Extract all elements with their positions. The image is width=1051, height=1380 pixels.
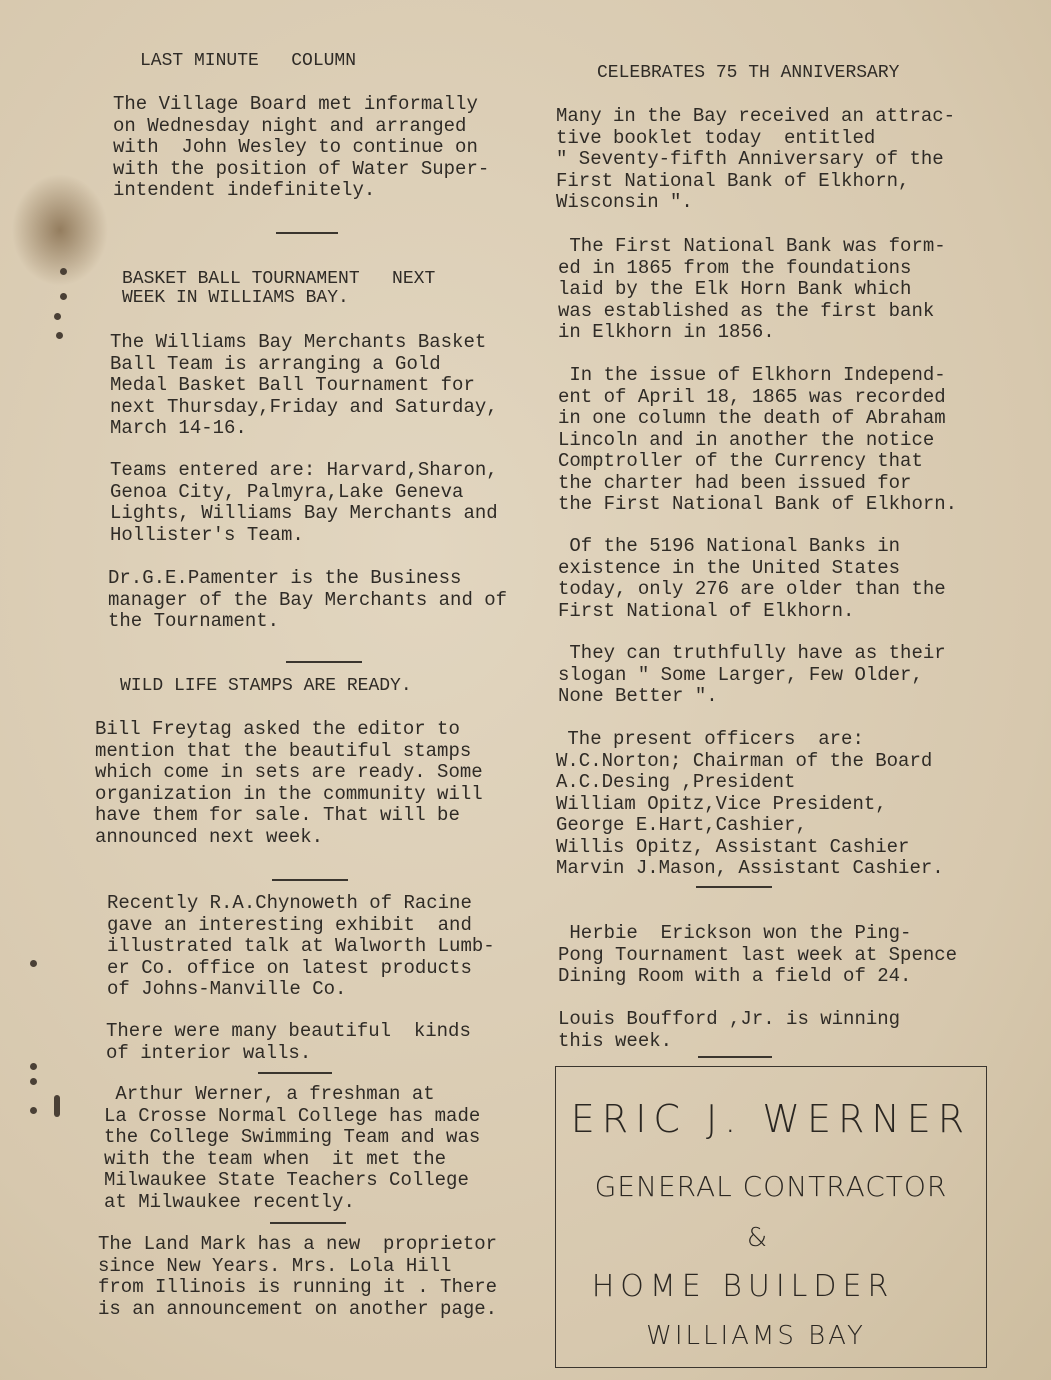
anniversary-paragraph-3: In the issue of Elkhorn Independ- ent of April 18, 1865 was recorded in one column the death of Abraham Lincoln and in another the notice Comptroller of the Currency that the charter had been issued for the First National Bank of Elkhorn. [558, 364, 958, 515]
ad-subtitle: HOME BUILDER [591, 1269, 895, 1304]
anniversary-paragraph-1: Many in the Bay received an attrac- tive booklet today entitled " Seventy-fifth Anniversary of the First National Bank of Elkhorn, Wisconsin ". [556, 105, 956, 213]
last-minute-heading: LAST MINUTE COLUMN [140, 51, 357, 71]
binder-hole [30, 1063, 37, 1070]
separator [258, 1072, 332, 1074]
land-mark-article: The Land Mark has a new proprietor since New Years. Mrs. Lola Hill from Illinois is running it . There is an announcement on another page. [98, 1233, 498, 1320]
louis-boufford-article: Louis Boufford ,Jr. is winning this week. [558, 1008, 901, 1052]
village-board-article: The Village Board met informally on Wednesday night and arranged with John Wesley to continue on with the position of Water Super- intendent indefinitely. [113, 93, 490, 201]
basketball-paragraph-3: Dr.G.E.Pamenter is the Business manager of the Bay Merchants and of the Tournament. [108, 567, 508, 632]
contractor-advertisement [555, 1066, 987, 1368]
separator [276, 232, 338, 234]
separator [696, 886, 772, 888]
binder-hole [60, 293, 67, 300]
ad-ampersand: & [746, 1223, 768, 1253]
separator [698, 1056, 772, 1058]
chynoweth-paragraph-1: Recently R.A.Chynoweth of Racine gave an interesting exhibit and illustrated talk at Walworth Lumb- er Co. office on latest products of Johns-Manville Co. [107, 892, 495, 1000]
separator [286, 661, 362, 663]
separator [272, 879, 348, 881]
ad-contractor-name: ERIC J. WERNER [570, 1097, 972, 1141]
bank-officers-list: The present officers are: W.C.Norton; Chairman of the Board A.C.Desing ,President William Opitz,Vice President, George E.Hart,Cashier, Willis Opitz, Assistant Cashier Marvin J.Mason, Assistant Cashier. [556, 728, 944, 879]
binder-hole [30, 1107, 37, 1114]
basketball-paragraph-1: The Williams Bay Merchants Basket Ball Team is arranging a Gold Medal Basket Ball Tournament for next Thursday,Friday and Saturday, March 14-16. [110, 331, 498, 439]
wild-life-stamps-article: Bill Freytag asked the editor to mention that the beautiful stamps which come in sets are ready. Some organization in the community will have them for sale. That will be announced next week. [95, 718, 483, 848]
binder-hole [54, 1095, 60, 1117]
anniversary-paragraph-5: They can truthfully have as their slogan " Some Larger, Few Older, None Better ". [558, 642, 946, 707]
binder-hole [60, 268, 67, 275]
anniversary-paragraph-4: Of the 5196 National Banks in existence in the United States today, only 276 are older than the First National of Elkhorn. [558, 535, 946, 622]
wild-life-stamps-heading: WILD LIFE STAMPS ARE READY. [120, 676, 412, 696]
ad-location: WILLIAMS BAY [646, 1321, 866, 1351]
basketball-heading: BASKET BALL TOURNAMENT NEXT WEEK IN WILLIAMS BAY. [122, 269, 436, 308]
ping-pong-article: Herbie Erickson won the Ping- Pong Tournament last week at Spence Dining Room with a field of 24. [558, 922, 958, 987]
binder-hole [30, 960, 37, 967]
anniversary-paragraph-2: The First National Bank was form- ed in 1865 from the foundations laid by the Elk Horn Bank which was established as the first bank in Elkhorn in 1856. [558, 235, 946, 343]
separator [270, 1222, 346, 1224]
binder-hole [30, 1078, 37, 1085]
binder-hole [56, 332, 63, 339]
anniversary-heading: CELEBRATES 75 TH ANNIVERSARY [597, 63, 900, 83]
basketball-paragraph-2: Teams entered are: Harvard,Sharon, Genoa City, Palmyra,Lake Geneva Lights, Williams Bay Merchants and Hollister's Team. [110, 459, 498, 546]
arthur-werner-article: Arthur Werner, a freshman at La Crosse Normal College has made the College Swimming Team and was with the team when it met the Milwaukee State Teachers College at Milwaukee recently. [104, 1083, 481, 1213]
ad-title: GENERAL CONTRACTOR [594, 1170, 948, 1203]
binder-hole [54, 313, 61, 320]
chynoweth-paragraph-2: There were many beautiful kinds of interior walls. [106, 1020, 471, 1064]
